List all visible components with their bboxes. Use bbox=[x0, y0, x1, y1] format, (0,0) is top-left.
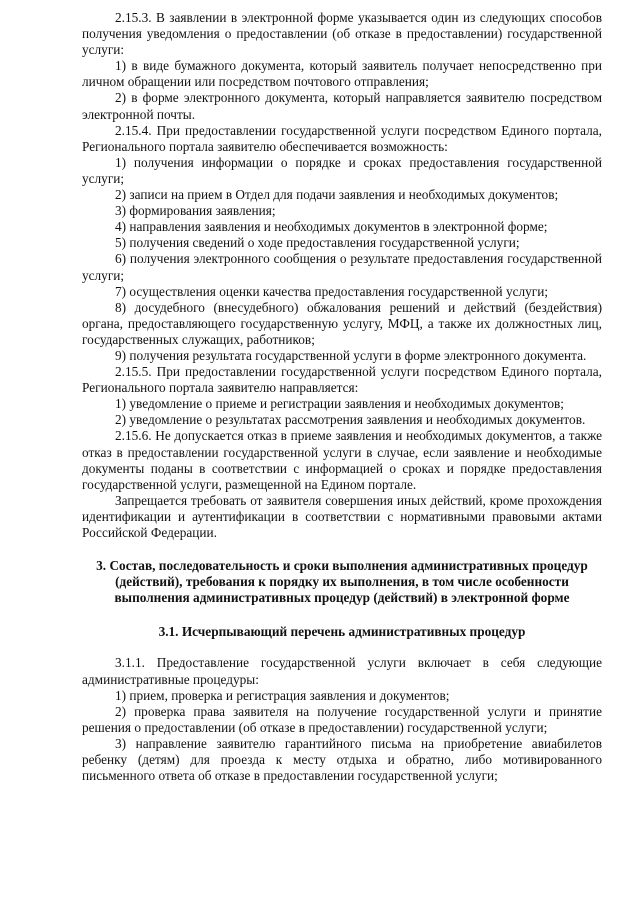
paragraph: 2.15.3. В заявлении в электронной форме указывается один из следующих способов получения уведомления о предоставлении (об отказе в предоставлении) государственной услуги: bbox=[82, 10, 602, 58]
paragraph: 5) получения сведений о ходе предоставления государственной услуги; bbox=[115, 235, 520, 251]
paragraph: 3.1.1. Предоставление государственной услуги включает в себя следующие административные процедуры: bbox=[82, 655, 602, 687]
paragraph: 4) направления заявления и необходимых документов в электронной форме; bbox=[115, 219, 548, 235]
paragraph: 2) уведомление о результатах рассмотрения заявления и необходимых документов. bbox=[115, 412, 586, 428]
paragraph: 1) уведомление о приеме и регистрации заявления и необходимых документов; bbox=[115, 396, 565, 412]
paragraph: 3) формирования заявления; bbox=[115, 203, 276, 219]
section-heading: 3. Состав, последовательность и сроки выполнения административных процедур (действий), требования к порядку их выполнения, в том числе особенности выполнения административных процедур (действий) в электронной форме bbox=[96, 558, 588, 606]
paragraph: 2.15.5. При предоставлении государственной услуги посредством Единого портала, Регионального портала заявителю направляется: bbox=[82, 364, 602, 396]
paragraph: 1) прием, проверка и регистрация заявления и документов; bbox=[115, 687, 450, 703]
subsection-heading: 3.1. Исчерпывающий перечень административных процедур bbox=[158, 624, 526, 640]
paragraph: 2) в форме электронного документа, который направляется заявителю посредством электронной почты. bbox=[82, 90, 602, 122]
document-page bbox=[82, 10, 602, 784]
paragraph: 7) осуществления оценки качества предоставления государственной услуги; bbox=[115, 283, 549, 299]
paragraph: 1) получения информации о порядке и сроках предоставления государственной услуги; bbox=[82, 154, 602, 186]
spacer bbox=[82, 541, 602, 558]
paragraph: 2.15.6. Не допускается отказ в приеме заявления и необходимых документов, а также отказ в предоставлении государственной услуги в случае, если заявление и необходимые документы поданы в соответствии с информацией о сроках и порядке предоставления государственной услуги, размещенной на Едином портале. bbox=[82, 428, 602, 492]
spacer bbox=[82, 640, 602, 655]
paragraph: 1) в виде бумажного документа, который заявитель получает непосредственно при личном обращении или посредством почтового отправления; bbox=[82, 58, 602, 90]
paragraph: 2.15.4. При предоставлении государственной услуги посредством Единого портала, Регионального портала заявителю обеспечивается возможность: bbox=[82, 122, 602, 154]
paragraph: 8) досудебного (внесудебного) обжалования решений и действий (бездействия) органа, предоставляющего государственную услугу, МФЦ, а также их должностных лиц, государственных служащих, работников; bbox=[82, 299, 602, 347]
paragraph: 2) записи на прием в Отдел для подачи заявления и необходимых документов; bbox=[115, 187, 559, 203]
paragraph: 6) получения электронного сообщения о результате предоставления государственной услуги; bbox=[82, 251, 602, 283]
spacer bbox=[82, 606, 602, 624]
paragraph: 3) направление заявителю гарантийного письма на приобретение авиабилетов ребенку (детям) для проезда к месту отдыха и обратно, либо мотивированного письменного ответа об отказе в предоставлении государственной услуги; bbox=[82, 735, 602, 784]
paragraph: 2) проверка права заявителя на получение государственной услуги и принятие решения о предоставлении (об отказе в предоставлении) государственной услуги; bbox=[82, 703, 602, 735]
paragraph: 9) получения результата государственной услуги в форме электронного документа. bbox=[115, 347, 587, 363]
paragraph: Запрещается требовать от заявителя совершения иных действий, кроме прохождения идентификации и аутентификации в соответствии с нормативными правовыми актами Российской Федерации. bbox=[82, 492, 602, 540]
